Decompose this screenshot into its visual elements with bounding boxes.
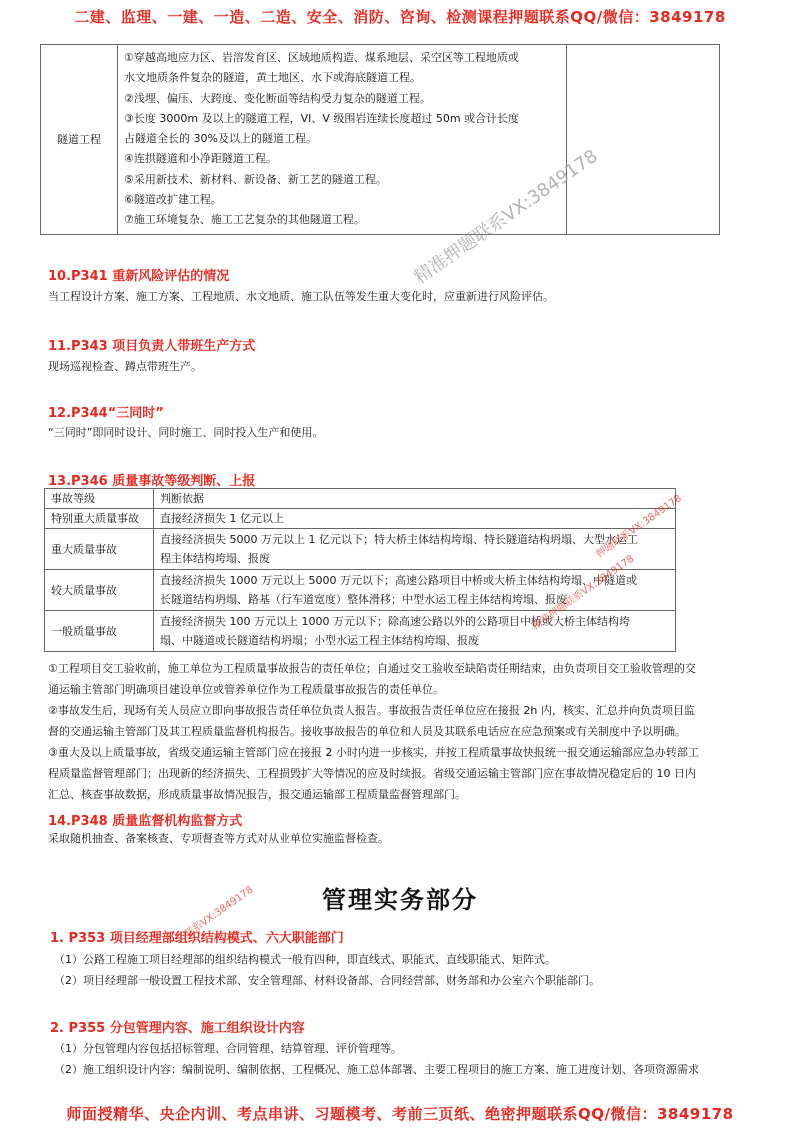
watermark: 联系VX:3849178 — [182, 884, 256, 941]
note-line: ①工程项目交工验收前，施工单位为工程质量事故报告的责任单位；自通过交工验收至缺陷责任期结束，由负责项目交工验收管理的交 — [48, 662, 696, 675]
part-section-2-item: （2）施工组织设计内容：编制说明、编制依据、工程概况、施工总体部署、主要工程项目的施工方案、施工进度计划、各项资源需求 — [54, 1063, 699, 1076]
tunnel-line: ①穿越高地应力区、岩溶发育区、区域地质构造、煤系地层、采空区等工程地质或 — [124, 51, 519, 64]
tunnel-line: ⑦施工环境复杂、施工工艺复杂的其他隧道工程。 — [124, 213, 365, 227]
tunnel-line: ④连拱隧道和小净距隧道工程。 — [124, 152, 277, 166]
note-line: 通运输主管部门明确项目建设单位或管养单位作为工程质量事故报告的责任单位。 — [48, 683, 444, 696]
section-14-text: 采取随机抽查、备案核查、专项督查等方式对从业单位实施监督检查。 — [48, 832, 389, 845]
table-row — [45, 529, 676, 570]
note-line: ②事故发生后，现场有关人员应立即向事故报告责任单位负责人报告。事故报告责任单位应在接报 2h 内，核实、汇总并向负责项目监 — [48, 704, 695, 717]
section-11-heading: 11.P343 项目负责人带班生产方式 — [48, 339, 256, 354]
section-13-notes — [48, 658, 764, 805]
accident-basis: 直接经济损失 100 万元以上 1000 万元以下；除高速公路以外的公路项目中桥或大桥主体结构垮 塌、中隧道或长隧道结构坍塌；小型水运工程主体结构垮塌、报废 — [154, 611, 676, 652]
part-section-1-item: （1）公路工程施工项目经理部的组织结构模式一般有四种，即直线式、职能式、直线职能式、矩阵式。 — [54, 953, 556, 966]
accident-level: 较大质量事故 — [45, 570, 154, 611]
table-row — [45, 611, 676, 652]
tunnel-blank-cell — [567, 45, 720, 235]
tunnel-line: ③长度 3000m 及以上的隧道工程，VI、V 级围岩连续长度超过 50m 或合计长度 — [124, 111, 520, 125]
tunnel-criteria-table — [40, 44, 720, 235]
accident-basis: 直接经济损失 1 亿元以上 — [154, 509, 676, 529]
accident-level-table — [44, 488, 676, 652]
tunnel-line: ⑥隧道改扩建工程。 — [124, 193, 222, 207]
tunnel-label: 隧道工程 — [41, 45, 118, 235]
top-promo-banner: 二建、监理、一建、一造、二造、安全、消防、咨询、检测课程押题联系QQ/微信：3849178 — [74, 8, 726, 26]
watermark: 精准押题联系VX:3849178 — [530, 553, 637, 633]
note-line: 督的交通运输主管部门及其工程质量监督机构报告。接收事故报告的单位和人员及其联系电话应在应急预案或有关制度中予以明确。 — [48, 725, 686, 738]
section-12-heading: 12.P344“三同时” — [48, 406, 164, 421]
part-section-2-heading: 2. P355 分包管理内容、施工组织设计内容 — [50, 1021, 305, 1036]
note-line: ③重大及以上质量事故，省级交通运输主管部门应在接报 2 小时内进一步核实，并按工程质量事故快报统一报交通运输部应急办转部工 — [48, 746, 699, 759]
table-header-level: 事故等级 — [45, 489, 154, 509]
accident-level: 一般质量事故 — [45, 611, 154, 652]
part-section-1-heading: 1. P353 项目经理部组织结构模式、六大职能部门 — [50, 931, 344, 946]
watermark: 精准押题联系VX:3849178 — [410, 145, 602, 289]
accident-level: 特别重大质量事故 — [45, 509, 154, 529]
accident-basis: 直接经济损失 1000 万元以上 5000 万元以下；高速公路项目中桥或大桥主体结构垮塌、中隧道或 长隧道结构坍塌、路基（行车道宽度）整体滑移；中型水运工程主体结构垮塌、报废 — [154, 570, 676, 611]
table-row — [45, 509, 676, 529]
note-line: 程质量监督管理部门；出现新的经济损失、工程损毁扩大等情况的应及时续报。省级交通运输主管部门应在事故情况稳定后的 10 日内 — [48, 767, 696, 780]
part-title: 管理实务部分 — [322, 886, 478, 914]
table-header-basis: 判断依据 — [154, 489, 676, 509]
tunnel-line: 占隧道全长的 30%及以上的隧道工程。 — [124, 132, 317, 146]
section-10-heading: 10.P341 重新风险评估的情况 — [48, 269, 230, 284]
tunnel-line: ②浅埋、偏压、大跨度、变化断面等结构受力复杂的隧道工程。 — [124, 91, 431, 105]
part-section-2-item: （1）分包管理内容包括招标管理、合同管理、结算管理、评价管理等。 — [54, 1042, 402, 1055]
section-13-heading: 13.P346 质量事故等级判断、上报 — [48, 474, 256, 489]
section-10-text: 当工程设计方案、施工方案、工程地质、水文地质、施工队伍等发生重大变化时，应重新进行风险评估。 — [48, 290, 554, 303]
section-14-heading: 14.P348 质量监督机构监督方式 — [48, 814, 243, 829]
tunnel-line: ⑤采用新技术、新材料、新设备、新工艺的隧道工程。 — [124, 172, 387, 186]
part-section-1-item: （2）项目经理部一般设置工程技术部、安全管理部、材料设备部、合同经营部、财务部和办公室六个职能部门。 — [54, 974, 600, 987]
note-line: 汇总、核查事故数据，形成质量事故情况报告，报交通运输部工程质量监督管理部门。 — [48, 788, 466, 801]
accident-basis: 直接经济损失 5000 万元以上 1 亿元以下；特大桥主体结构垮塌、特长隧道结构坍塌、大型水运工 程主体结构垮塌、报废 — [154, 529, 676, 570]
accident-level: 重大质量事故 — [45, 529, 154, 570]
tunnel-line: 水文地质条件复杂的隧道，黄土地区、水下或海底隧道工程。 — [124, 71, 421, 85]
watermark: 押题联系VX:3849178 — [594, 492, 684, 561]
bottom-promo-banner: 师面授精华、央企内训、考点串讲、习题模考、考前三页纸、绝密押题联系QQ/微信：3849178 — [66, 1105, 734, 1123]
section-12-text: “三同时”即同时设计、同时施工、同时投入生产和使用。 — [48, 426, 324, 439]
section-11-text: 现场巡视检查、蹲点带班生产。 — [48, 360, 202, 373]
